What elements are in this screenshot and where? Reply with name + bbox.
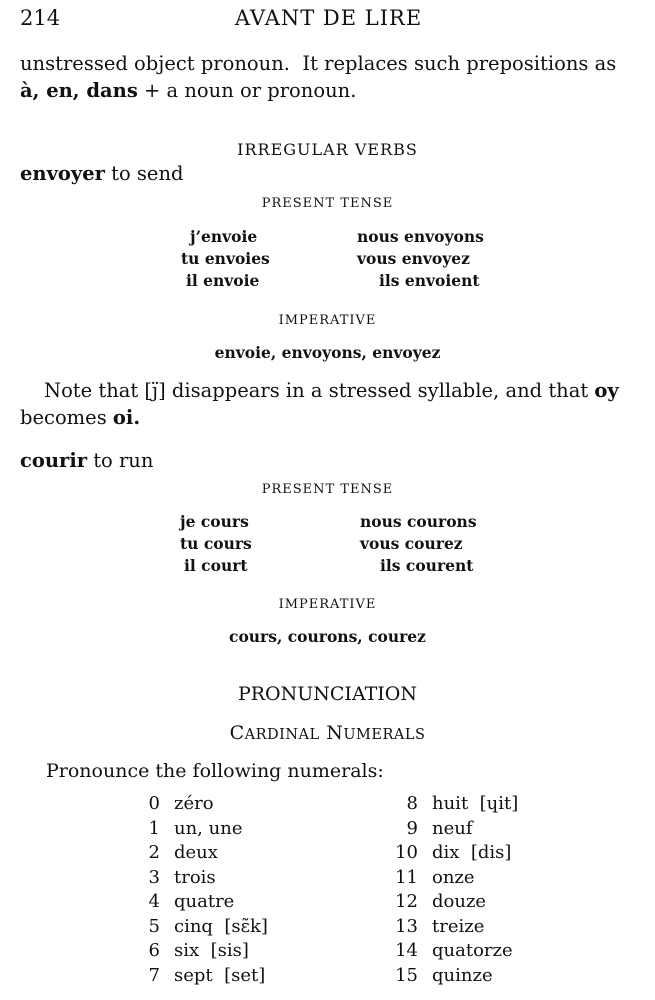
conj-form: ils courent: [380, 556, 474, 575]
envoyer-plural: [357, 226, 484, 292]
numeral-value: 3: [148, 866, 160, 888]
conj-form: nous courons: [360, 512, 477, 531]
numeral-word: zéro: [174, 793, 214, 814]
numerals-initial: N: [326, 722, 344, 744]
numeral-value: 2: [148, 842, 160, 863]
numeral-word: huit [ɥit]: [432, 793, 519, 814]
numeral-word: douze: [432, 891, 487, 912]
numeral-word: dix [dis]: [432, 842, 512, 863]
numeral-word: treize: [432, 915, 485, 937]
numeral-word: onze: [432, 866, 475, 888]
numeral-value: 14: [395, 940, 418, 961]
cardinal-initial: C: [229, 722, 245, 744]
verb-envoyer-heading: [20, 162, 184, 185]
conj-form: nous envoyons: [357, 227, 484, 246]
courir-present-label: PRESENT TENSE: [261, 482, 394, 497]
conj-form: il envoie: [186, 271, 260, 290]
numeral-value: 15: [395, 964, 418, 986]
envoyer-singular: [181, 226, 270, 292]
note-text-b: ] disappears in a stressed syllable, and that: [158, 379, 595, 402]
courir-imperative-label: IMPERATIVE: [278, 597, 377, 612]
numeral-value: 8: [406, 793, 418, 814]
conj-form: vous courez: [360, 534, 463, 553]
numeral-value: 6: [148, 940, 160, 961]
conj-form: tu envoies: [181, 249, 270, 268]
conj-form: j’envoie: [190, 227, 258, 246]
intro-line-2: [20, 77, 637, 104]
conj-form: tu cours: [180, 534, 252, 553]
note-oy: oy: [594, 379, 619, 402]
page-number: 214: [20, 6, 61, 30]
conj-form: je cours: [180, 512, 249, 531]
numeral-word: six [sis]: [174, 940, 249, 961]
numeral-word: sept [set]: [174, 964, 266, 986]
courir-plural: [360, 511, 477, 577]
page-header: [20, 6, 637, 34]
phonetic-symbol: j̈: [152, 379, 159, 402]
cardinal-numerals-heading: [0, 722, 655, 744]
numeral-value: 4: [148, 891, 160, 912]
numeral-value: 5: [148, 915, 160, 937]
verb-envoyer-meaning: to send: [104, 162, 184, 185]
section-irregular-verbs: IRREGULAR VERBS: [237, 140, 418, 159]
verb-courir-infinitive: courir: [20, 449, 88, 472]
envoyer-present-label: PRESENT TENSE: [261, 196, 394, 211]
numeral-value: 1: [148, 817, 160, 839]
numerals-instruction: Pronounce the following numerals:: [46, 760, 384, 782]
courir-imperative: cours, courons, courez: [229, 627, 426, 646]
verb-envoyer-infinitive: envoyer: [20, 162, 105, 185]
envoyer-imperative-label: IMPERATIVE: [278, 313, 377, 328]
numeral-word: quatre: [174, 891, 235, 912]
cardinal-rest: ARDINAL: [244, 727, 320, 743]
note-text-c: becomes: [20, 406, 113, 429]
running-title: AVANT DE LIRE: [234, 6, 423, 30]
numeral-value: 10: [395, 842, 418, 863]
numeral-word: quatorze: [432, 940, 513, 961]
pronunciation-heading: PRONUNCIATION: [237, 683, 418, 705]
numeral-value: 0: [148, 793, 160, 814]
numeral-value: 7: [148, 964, 160, 986]
prepositions-bold: à, en, dans: [20, 79, 138, 102]
note-line-1: [20, 377, 637, 404]
courir-singular: [180, 511, 252, 577]
numerals-rest: UMERALS: [343, 727, 426, 743]
numeral-word: un, une: [174, 817, 243, 839]
numeral-word: deux: [174, 842, 218, 863]
conj-form: vous envoyez: [357, 249, 470, 268]
verb-courir-meaning: to run: [87, 449, 154, 472]
numeral-value: 9: [406, 817, 418, 839]
numeral-word: cinq [sɛ̃k]: [174, 915, 268, 937]
note-oi: oi.: [112, 406, 141, 429]
conj-form: il court: [184, 556, 248, 575]
intro-line-1: unstressed object pronoun. It replaces such prepositions as: [20, 52, 617, 75]
numeral-word: neuf: [432, 817, 473, 839]
verb-courir-heading: [20, 449, 153, 472]
intro-line-2-rest: + a noun or pronoun.: [137, 79, 357, 102]
intro-paragraph: [20, 50, 637, 104]
note-line-2: [20, 404, 637, 431]
note-paragraph: [20, 377, 637, 431]
numeral-value: 11: [395, 866, 418, 888]
note-text-a: Note that [: [44, 379, 153, 402]
conj-form: ils envoient: [379, 271, 480, 290]
envoyer-imperative: envoie, envoyons, envoyez: [214, 343, 441, 362]
numeral-word: trois: [174, 866, 216, 888]
numeral-value: 12: [395, 891, 418, 912]
numeral-value: 13: [395, 915, 418, 937]
numeral-word: quinze: [432, 964, 493, 986]
